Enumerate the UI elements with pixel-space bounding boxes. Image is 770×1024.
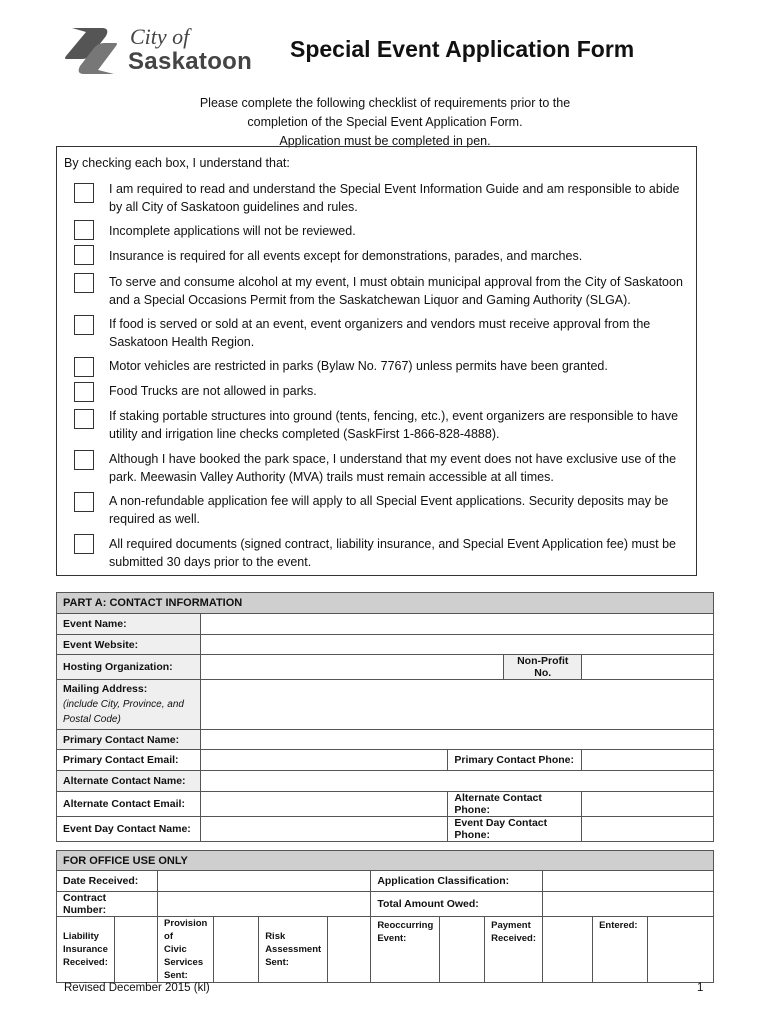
city-logo-mark-icon	[62, 26, 118, 76]
checklist-item-text: Motor vehicles are restricted in parks (Bylaw No. 7767) unless permits have been granted.	[109, 359, 608, 373]
logo-name-text: Saskatoon	[128, 48, 253, 75]
civic-services-label	[158, 917, 214, 983]
table-row	[57, 635, 714, 655]
checklist-item-text: I am required to read and understand the Special Event Information Guide and am responsible to abide by all City of Saskatoon guidelines and rules.	[109, 182, 680, 214]
primary-contact-name-field[interactable]	[200, 730, 713, 750]
checklist-item-text: If staking portable structures into ground (tents, fencing, etc.), event organizers are responsible to have utility and irrigation line checks completed (SaskFirst 1-866-828-4888).	[109, 409, 679, 441]
civic-services-field[interactable]	[214, 917, 259, 983]
alternate-contact-phone-label: Alternate Contact Phone:	[448, 792, 582, 817]
mailing-address-label	[57, 680, 201, 730]
mailing-address-hint: (include City, Province, and Postal Code)	[63, 699, 184, 725]
event-day-contact-name-field[interactable]	[200, 817, 448, 842]
hosting-organization-label: Hosting Organization:	[57, 655, 201, 680]
table-row	[57, 750, 714, 771]
liability-line-3: Received:	[63, 957, 108, 968]
alternate-contact-name-label: Alternate Contact Name:	[57, 771, 201, 792]
payment-line-2: Received:	[491, 933, 537, 944]
alternate-contact-phone-field[interactable]	[582, 792, 714, 817]
alternate-contact-name-field[interactable]	[200, 771, 713, 792]
checkbox[interactable]	[74, 357, 94, 377]
event-name-label: Event Name:	[57, 614, 201, 635]
table-row	[57, 614, 714, 635]
intro-line-3: Application must be completed in pen.	[279, 134, 491, 148]
checklist-item-text: If food is served or sold at an event, event organizers and vendors must receive approval from the Saskatoon Health Region.	[109, 317, 651, 349]
checklist-item-text: Although I have booked the park space, I understand that my event does not have exclusive use of the park. Meewasin Valley Authority (MVA) trails must remain accessible at all times.	[109, 452, 677, 484]
reoccurring-line-2: Event:	[377, 933, 407, 944]
event-day-contact-phone-label: Event Day Contact Phone:	[448, 817, 582, 842]
city-logo	[62, 24, 262, 80]
mailing-address-field[interactable]	[200, 680, 713, 730]
reoccurring-event-field[interactable]	[440, 917, 485, 983]
entered-field[interactable]	[648, 917, 714, 983]
liability-line-2: Insurance	[63, 944, 108, 955]
part-a-heading: PART A: CONTACT INFORMATION	[57, 593, 714, 614]
event-website-label: Event Website:	[57, 635, 201, 655]
checkbox[interactable]	[74, 315, 94, 335]
intro-line-1: Please complete the following checklist of requirements prior to the	[199, 96, 571, 110]
page-number: 1	[697, 982, 704, 994]
checklist-item-text: Food Trucks are not allowed in parks.	[109, 384, 317, 398]
date-received-field[interactable]	[158, 871, 371, 892]
office-use-heading: FOR OFFICE USE ONLY	[57, 851, 714, 871]
risk-line-3: Sent:	[265, 957, 289, 968]
checkbox[interactable]	[74, 450, 94, 470]
event-website-field[interactable]	[200, 635, 713, 655]
primary-contact-name-label: Primary Contact Name:	[57, 730, 201, 750]
risk-line-2: Assessment	[265, 944, 322, 955]
liability-insurance-field[interactable]	[114, 917, 157, 983]
checkbox[interactable]	[74, 245, 94, 265]
checklist-item-text: All required documents (signed contract, liability insurance, and Special Event Application fee) must be submitted 30 days prior to the event.	[109, 537, 676, 569]
checklist-item-text: A non-refundable application fee will apply to all Special Event applications. Security deposits may be required as well.	[109, 494, 669, 526]
form-title: Special Event Application Form	[290, 36, 635, 62]
checkbox[interactable]	[74, 534, 94, 554]
payment-received-field[interactable]	[543, 917, 593, 983]
primary-contact-phone-label: Primary Contact Phone:	[448, 750, 582, 771]
table-row	[57, 917, 714, 983]
checklist-item-text: Insurance is required for all events except for demonstrations, parades, and marches.	[109, 249, 583, 263]
contract-number-label: Contract Number:	[57, 892, 158, 917]
payment-received-label	[485, 917, 543, 983]
intro-line-2: completion of the Special Event Application Form.	[247, 115, 523, 129]
non-profit-field[interactable]	[582, 655, 714, 680]
alternate-contact-email-field[interactable]	[200, 792, 448, 817]
total-amount-owed-field[interactable]	[543, 892, 714, 917]
event-name-field[interactable]	[200, 614, 713, 635]
risk-assessment-field[interactable]	[328, 917, 371, 983]
primary-contact-email-field[interactable]	[200, 750, 448, 771]
civic-line-2: Civic Services	[164, 944, 204, 968]
civic-line-3: Sent:	[164, 970, 188, 981]
reoccurring-line-1: Reoccurring	[377, 920, 434, 931]
checklist-item-text: Incomplete applications will not be reviewed.	[109, 224, 356, 238]
non-profit-label: Non-Profit No.	[504, 655, 582, 680]
total-amount-owed-label: Total Amount Owed:	[371, 892, 543, 917]
event-day-contact-name-label: Event Day Contact Name:	[57, 817, 201, 842]
risk-line-1: Risk	[265, 931, 286, 942]
contact-information-table	[56, 592, 714, 842]
requirements-checklist	[56, 146, 697, 576]
table-row	[57, 851, 714, 871]
checkbox[interactable]	[74, 382, 94, 402]
table-row	[57, 680, 714, 730]
mailing-address-title: Mailing Address:	[63, 683, 148, 695]
intro-text	[100, 94, 670, 151]
payment-line-1: Payment	[491, 920, 531, 931]
contract-number-field[interactable]	[158, 892, 371, 917]
table-row	[57, 771, 714, 792]
checklist-item-text: To serve and consume alcohol at my event, I must obtain municipal approval from the City of Saskatoon and a Special Occasions Permit from the Saskatchewan Liquor and Gaming Authority (SLGA).	[109, 275, 683, 307]
checkbox[interactable]	[74, 183, 94, 203]
date-received-label: Date Received:	[57, 871, 158, 892]
risk-assessment-label	[259, 917, 328, 983]
alternate-contact-email-label: Alternate Contact Email:	[57, 792, 201, 817]
office-use-table	[56, 850, 714, 983]
table-row	[57, 792, 714, 817]
table-row	[57, 655, 714, 680]
checkbox[interactable]	[74, 220, 94, 240]
table-row	[57, 871, 714, 892]
entered-label: Entered:	[593, 917, 648, 983]
checklist-lead: By checking each box, I understand that:	[64, 156, 290, 170]
civic-line-1: Provision of	[164, 918, 208, 942]
checkbox[interactable]	[74, 409, 94, 429]
hosting-organization-field[interactable]	[200, 655, 503, 680]
table-row	[57, 892, 714, 917]
application-classification-label: Application Classification:	[371, 871, 543, 892]
table-row	[57, 593, 714, 614]
table-row	[57, 730, 714, 750]
primary-contact-email-label: Primary Contact Email:	[57, 750, 201, 771]
liability-insurance-label	[57, 917, 115, 983]
liability-line-1: Liability	[63, 931, 99, 942]
reoccurring-event-label	[371, 917, 440, 983]
table-row	[57, 817, 714, 842]
event-day-contact-phone-field[interactable]	[582, 817, 714, 842]
revision-note: Revised December 2015 (kl)	[64, 982, 210, 994]
checkbox[interactable]	[74, 492, 94, 512]
logo-city-text: City of	[130, 24, 190, 49]
checkbox[interactable]	[74, 273, 94, 293]
primary-contact-phone-field[interactable]	[582, 750, 714, 771]
application-classification-field[interactable]	[543, 871, 714, 892]
